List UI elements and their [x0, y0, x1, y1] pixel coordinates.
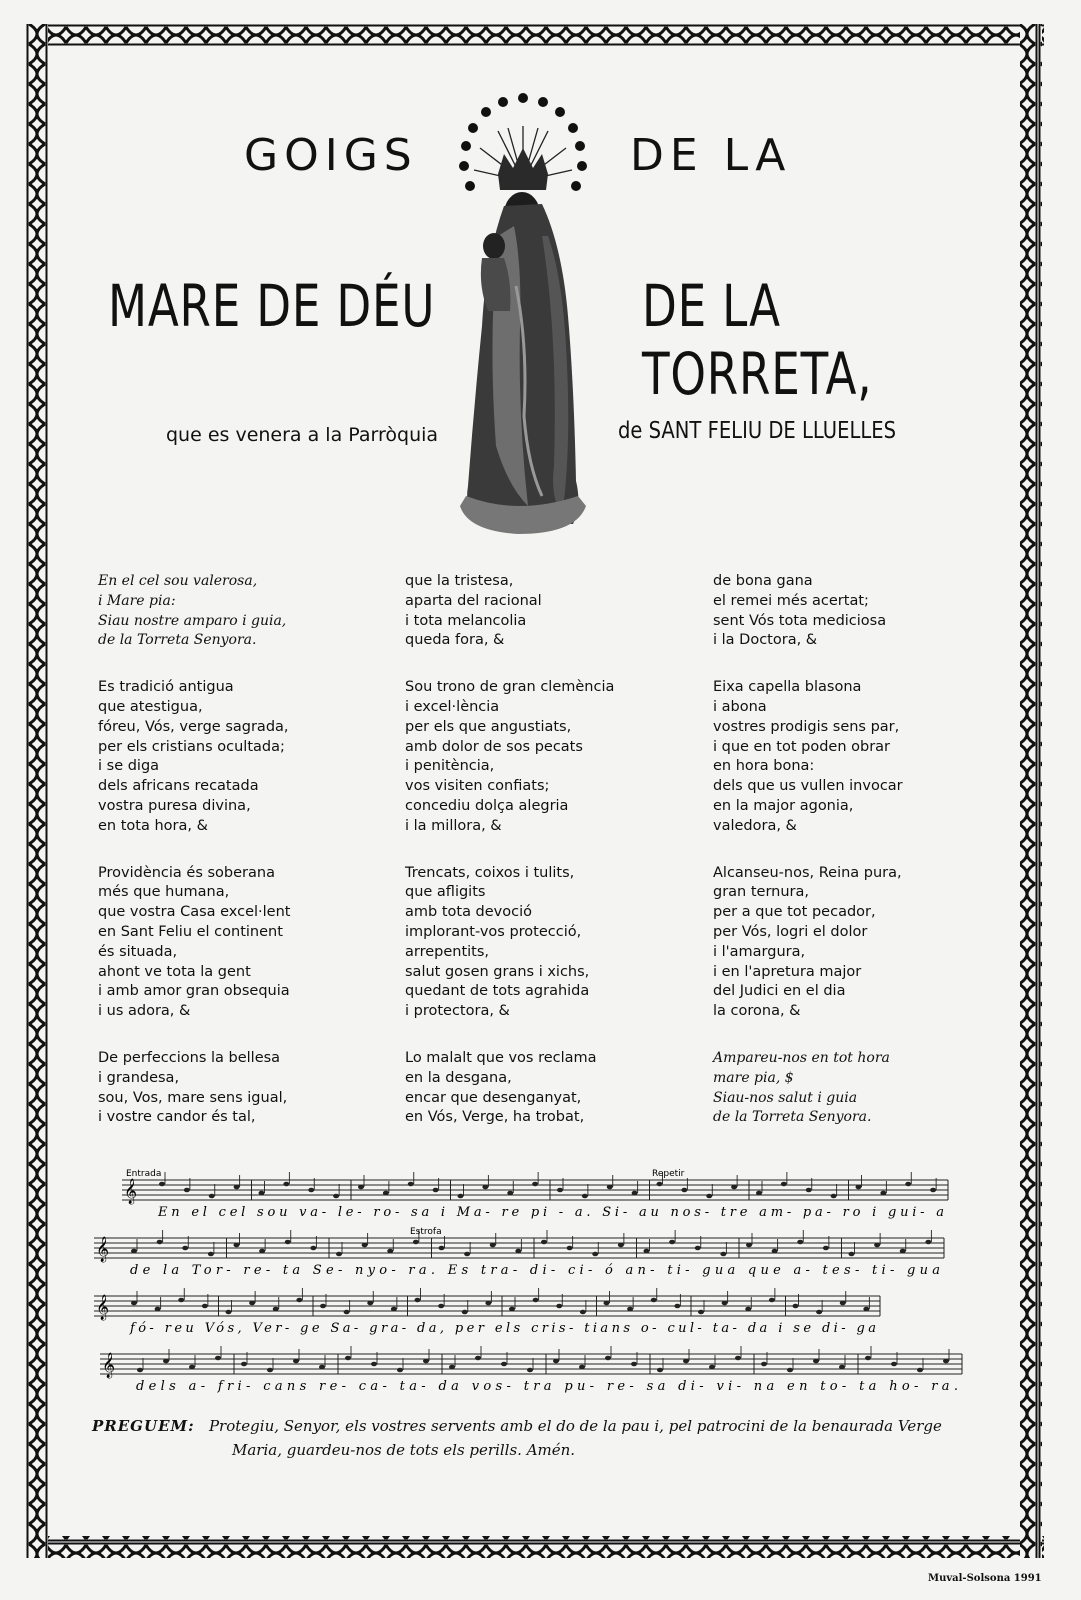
verse-line: i abona — [713, 698, 767, 715]
score-lyrics: dels a- fri- cans re- ca- ta- da vos- tra pu- re- sa di- vi- na en to- ta ho- ra. — [136, 1379, 959, 1394]
note-head — [482, 1185, 488, 1190]
verse-line: mare pia, $ — [713, 1069, 794, 1086]
note-head — [674, 1304, 680, 1309]
note-head — [137, 1368, 143, 1373]
note-head — [464, 1252, 470, 1257]
verse-line: dels que us vullen invocar — [713, 778, 903, 795]
note-head — [605, 1356, 611, 1361]
verse-line: i la Doctora, & — [713, 632, 818, 649]
note-head — [865, 1356, 871, 1361]
verse-line: queda fora, & — [405, 632, 505, 649]
verse-line: Es tradició antigua — [98, 679, 234, 696]
verse-line: Eixa capella blasona — [713, 679, 862, 696]
verse-line: i amb amor gran obsequia — [98, 983, 290, 1000]
note-head — [507, 1191, 513, 1196]
note-head — [683, 1359, 689, 1364]
note-head — [319, 1365, 325, 1370]
stanza — [98, 572, 398, 651]
note-head — [182, 1246, 188, 1251]
verse-line: i se diga — [98, 758, 160, 775]
note-head — [367, 1301, 373, 1306]
verse-line: dels africans recatada — [98, 778, 259, 795]
note-head — [706, 1194, 712, 1199]
note-head — [308, 1188, 314, 1193]
virgin-statue-image — [458, 86, 588, 540]
note-head — [159, 1182, 165, 1187]
title-de-la: DE LA — [630, 130, 792, 181]
verse-line: i vostre candor és tal, — [98, 1109, 256, 1126]
note-head — [234, 1243, 240, 1248]
treble-clef-icon: 𝄞 — [96, 1237, 110, 1262]
verse-line: i excel·lència — [405, 698, 500, 715]
note-head — [631, 1362, 637, 1367]
stanza — [713, 678, 1013, 836]
musical-score — [92, 1168, 972, 1408]
note-head — [863, 1307, 869, 1312]
note-head — [745, 1307, 751, 1312]
note-head — [880, 1191, 886, 1196]
verse-line: sou, Vos, mare sens igual, — [98, 1089, 288, 1106]
note-head — [761, 1362, 767, 1367]
verse-line: i la millora, & — [405, 817, 502, 834]
verse-line: Trencats, coixos i tulits, — [405, 864, 575, 881]
note-head — [249, 1301, 255, 1306]
note-head — [925, 1240, 931, 1245]
note-head — [358, 1185, 364, 1190]
note-head — [831, 1194, 837, 1199]
note-head — [155, 1307, 161, 1312]
note-head — [408, 1182, 414, 1187]
note-head — [731, 1185, 737, 1190]
note-head — [567, 1246, 573, 1251]
verse-line: en tota hora, & — [98, 817, 208, 834]
note-head — [439, 1246, 445, 1251]
prayer-line-1: Protegiu, Senyor, els vostres servents amb el do de la pau i, pel patrocini de la benaurada Verge — [208, 1417, 942, 1435]
verse-line: aparta del racional — [405, 592, 542, 609]
verse-line: encar que desenganyat, — [405, 1089, 582, 1106]
note-head — [681, 1188, 687, 1193]
note-head — [813, 1359, 819, 1364]
verse-line: Sou trono de gran clemència — [405, 679, 615, 696]
note-head — [698, 1310, 704, 1315]
note-head — [772, 1249, 778, 1254]
verse-line: Providència és soberana — [98, 864, 275, 881]
verse-line: que vostra Casa excel·lent — [98, 904, 291, 921]
note-head — [627, 1307, 633, 1312]
mark-estrofa: Estrofa — [410, 1227, 442, 1237]
note-head — [806, 1188, 812, 1193]
note-head — [823, 1246, 829, 1251]
note-head — [793, 1304, 799, 1309]
note-head — [296, 1298, 302, 1303]
note-head — [485, 1301, 491, 1306]
verse-line: De perfeccions la bellesa — [98, 1049, 281, 1066]
note-head — [433, 1188, 439, 1193]
note-head — [501, 1362, 507, 1367]
prayer-label: PREGUEM: — [92, 1417, 195, 1435]
score-lyrics: de la Tor- re- ta Se- nyo- ra. Es tra- di- ci- ó an- ti- gua que a- tes- ti- gua — [130, 1263, 940, 1278]
verse-line: Siau-nos salut i guia — [713, 1089, 858, 1106]
note-head — [391, 1307, 397, 1312]
verse-line: Lo malalt que vos reclama — [405, 1049, 597, 1066]
stanza — [713, 572, 1013, 651]
note-head — [336, 1252, 342, 1257]
verse-line: Alcanseu-nos, Reina pura, — [713, 864, 902, 881]
note-head — [423, 1359, 429, 1364]
stanza — [98, 1049, 398, 1128]
note-head — [917, 1368, 923, 1373]
note-head — [283, 1182, 289, 1187]
verse-line: implorant-vos protecció, — [405, 923, 582, 940]
note-head — [184, 1188, 190, 1193]
verse-line: salut gosen grans i xichs, — [405, 963, 590, 980]
note-head — [202, 1304, 208, 1309]
verse-line: de la Torreta Senyora. — [713, 1109, 872, 1126]
note-head — [371, 1362, 377, 1367]
note-head — [651, 1298, 657, 1303]
note-head — [657, 1182, 663, 1187]
note-head — [553, 1359, 559, 1364]
note-head — [746, 1243, 752, 1248]
note-head — [475, 1356, 481, 1361]
note-head — [215, 1356, 221, 1361]
verse-line: arrepentits, — [405, 943, 490, 960]
note-head — [874, 1243, 880, 1248]
note-head — [226, 1310, 232, 1315]
stanza — [405, 1049, 705, 1128]
verse-line: de la Torreta Senyora. — [98, 632, 257, 649]
note-head — [413, 1240, 419, 1245]
verse-line: Ampareu-nos en tot hora — [713, 1049, 890, 1066]
stanza — [405, 572, 705, 651]
verse-line: quedant de tots agrahida — [405, 983, 590, 1000]
verse-line: Siau nostre amparo i guia, — [98, 612, 287, 629]
note-head — [131, 1301, 137, 1306]
note-head — [900, 1249, 906, 1254]
note-head — [241, 1362, 247, 1367]
note-head — [579, 1365, 585, 1370]
verse-line: que la tristesa, — [405, 573, 514, 589]
stanza — [405, 864, 705, 1022]
verse-line: per els cristians ocultada; — [98, 738, 285, 755]
verse-line: per els que angustiats, — [405, 718, 572, 735]
note-head — [449, 1365, 455, 1370]
verse-line: en hora bona: — [713, 758, 815, 775]
verse-column-1 — [98, 572, 398, 1155]
note-head — [157, 1240, 163, 1245]
note-head — [189, 1365, 195, 1370]
note-head — [345, 1356, 351, 1361]
verse-line: és situada, — [98, 943, 178, 960]
note-head — [756, 1191, 762, 1196]
note-head — [644, 1249, 650, 1254]
note-head — [604, 1301, 610, 1306]
note-head — [709, 1365, 715, 1370]
score-lyrics: En el cel sou va- le- ro- sa i Ma- re pi - a. Si- au nos- tre am- pa- ro i gui- a — [158, 1205, 944, 1220]
note-head — [344, 1310, 350, 1315]
note-head — [797, 1240, 803, 1245]
note-head — [415, 1298, 421, 1303]
note-head — [259, 1249, 265, 1254]
verse-line: i tota melancolia — [405, 612, 527, 629]
prayer-block — [92, 1414, 982, 1462]
verse-line: més que humana, — [98, 884, 230, 901]
verse-line: valedora, & — [713, 817, 797, 834]
note-head — [533, 1298, 539, 1303]
verse-line: que atestigua, — [98, 698, 203, 715]
verse-line: en Vós, Verge, ha trobat, — [405, 1109, 585, 1126]
subtitle-parroquia: que es venera a la Parròquia — [166, 424, 439, 446]
verse-line: de bona gana — [713, 573, 813, 589]
verse-line: del Judici en el dia — [713, 983, 846, 1000]
note-head — [669, 1240, 675, 1245]
mark-repetir: Repetir — [652, 1169, 685, 1179]
note-head — [720, 1252, 726, 1257]
note-head — [618, 1243, 624, 1248]
note-head — [582, 1194, 588, 1199]
verse-line: sent Vós tota mediciosa — [713, 612, 887, 629]
stanza — [98, 678, 398, 836]
mark-entrada: Entrada — [126, 1169, 162, 1179]
verse-line: en la major agonia, — [713, 797, 854, 814]
note-head — [557, 1188, 563, 1193]
note-head — [293, 1359, 299, 1364]
verse-line: vos visiten confiats; — [405, 778, 550, 795]
note-head — [722, 1301, 728, 1306]
stanza — [713, 864, 1013, 1022]
note-head — [580, 1310, 586, 1315]
note-head — [208, 1252, 214, 1257]
note-head — [839, 1365, 845, 1370]
verse-column-3 — [713, 572, 1013, 1155]
note-head — [438, 1304, 444, 1309]
title-de-la-torreta: DE LA TORRETA, — [642, 272, 873, 408]
note-head — [532, 1182, 538, 1187]
note-head — [769, 1298, 775, 1303]
note-head — [320, 1304, 326, 1309]
verse-line: el remei més acertat; — [713, 592, 869, 609]
verse-line: per Vós, logri el dolor — [713, 923, 868, 940]
verse-line: i que en tot poden obrar — [713, 738, 891, 755]
verse-line: amb tota devoció — [405, 904, 533, 921]
verse-line: i l'amargura, — [713, 943, 806, 960]
treble-clef-icon: 𝄞 — [102, 1353, 116, 1378]
note-head — [462, 1310, 468, 1315]
note-head — [383, 1191, 389, 1196]
note-head — [285, 1240, 291, 1245]
stanza — [405, 678, 705, 836]
note-head — [387, 1249, 393, 1254]
verse-line: en Sant Feliu el continent — [98, 923, 283, 940]
verse-line: per a que tot pecador, — [713, 904, 876, 921]
note-head — [397, 1368, 403, 1373]
note-head — [131, 1249, 137, 1254]
note-head — [781, 1182, 787, 1187]
note-head — [905, 1182, 911, 1187]
note-head — [556, 1304, 562, 1309]
stanza — [713, 1049, 1013, 1128]
note-head — [657, 1368, 663, 1373]
note-head — [787, 1368, 793, 1373]
verse-line: que afligits — [405, 884, 486, 901]
prayer-line-2: Maria, guardeu-nos de tots els perills. Amén. — [232, 1441, 576, 1459]
treble-clef-icon: 𝄞 — [124, 1179, 138, 1204]
note-head — [849, 1252, 855, 1257]
note-head — [541, 1240, 547, 1245]
treble-clef-icon: 𝄞 — [96, 1295, 110, 1320]
verse-line: ahont ve tota la gent — [98, 963, 251, 980]
verse-line: vostra puresa divina, — [98, 797, 251, 814]
note-head — [735, 1356, 741, 1361]
note-head — [695, 1246, 701, 1251]
note-head — [267, 1368, 273, 1373]
verse-line: i Mare pia: — [98, 592, 176, 609]
verse-line: En el cel sou valerosa, — [98, 573, 258, 589]
note-head — [490, 1243, 496, 1248]
title-goigs: GOIGS — [244, 130, 418, 181]
note-head — [930, 1188, 936, 1193]
score-staves — [92, 1168, 972, 1408]
note-head — [509, 1307, 515, 1312]
note-head — [840, 1301, 846, 1306]
verse-line: i us adora, & — [98, 1003, 191, 1020]
verse-line: fóreu, Vós, verge sagrada, — [98, 718, 289, 735]
note-head — [259, 1191, 265, 1196]
verse-line: i protectora, & — [405, 1003, 510, 1020]
score-lyrics: fó- reu Vós, Ver- ge Sa- gra- da, per els cris- tians o- cul- ta- da i se di- ga — [130, 1321, 876, 1336]
verse-column-2 — [405, 572, 705, 1155]
verse-line: i en l'apretura major — [713, 963, 862, 980]
note-head — [163, 1359, 169, 1364]
note-head — [515, 1249, 521, 1254]
verse-line: i grandesa, — [98, 1069, 180, 1086]
note-head — [816, 1310, 822, 1315]
note-head — [592, 1252, 598, 1257]
printer-imprint: Muval-Solsona 1991 — [928, 1573, 1042, 1584]
note-head — [362, 1243, 368, 1248]
note-head — [607, 1185, 613, 1190]
note-head — [891, 1362, 897, 1367]
note-head — [273, 1307, 279, 1312]
title-mare-de-deu: MARE DE DÉU — [108, 272, 436, 340]
note-head — [527, 1368, 533, 1373]
verse-line: i penitència, — [405, 758, 495, 775]
verse-line: la corona, & — [713, 1003, 801, 1020]
note-head — [333, 1194, 339, 1199]
note-head — [234, 1185, 240, 1190]
verse-line: amb dolor de sos pecats — [405, 738, 583, 755]
note-head — [632, 1191, 638, 1196]
note-head — [943, 1359, 949, 1364]
verse-line: gran ternura, — [713, 884, 809, 901]
note-head — [856, 1185, 862, 1190]
note-head — [458, 1194, 464, 1199]
subtitle-sant-feliu: de SANT FELIU DE LLUELLES — [618, 418, 897, 444]
verse-line: en la desgana, — [405, 1069, 512, 1086]
verse-line: concediu dolça alegria — [405, 797, 569, 814]
verse-line: vostres prodigis sens par, — [713, 718, 900, 735]
stanza — [98, 864, 398, 1022]
note-head — [178, 1298, 184, 1303]
note-head — [209, 1194, 215, 1199]
note-head — [310, 1246, 316, 1251]
